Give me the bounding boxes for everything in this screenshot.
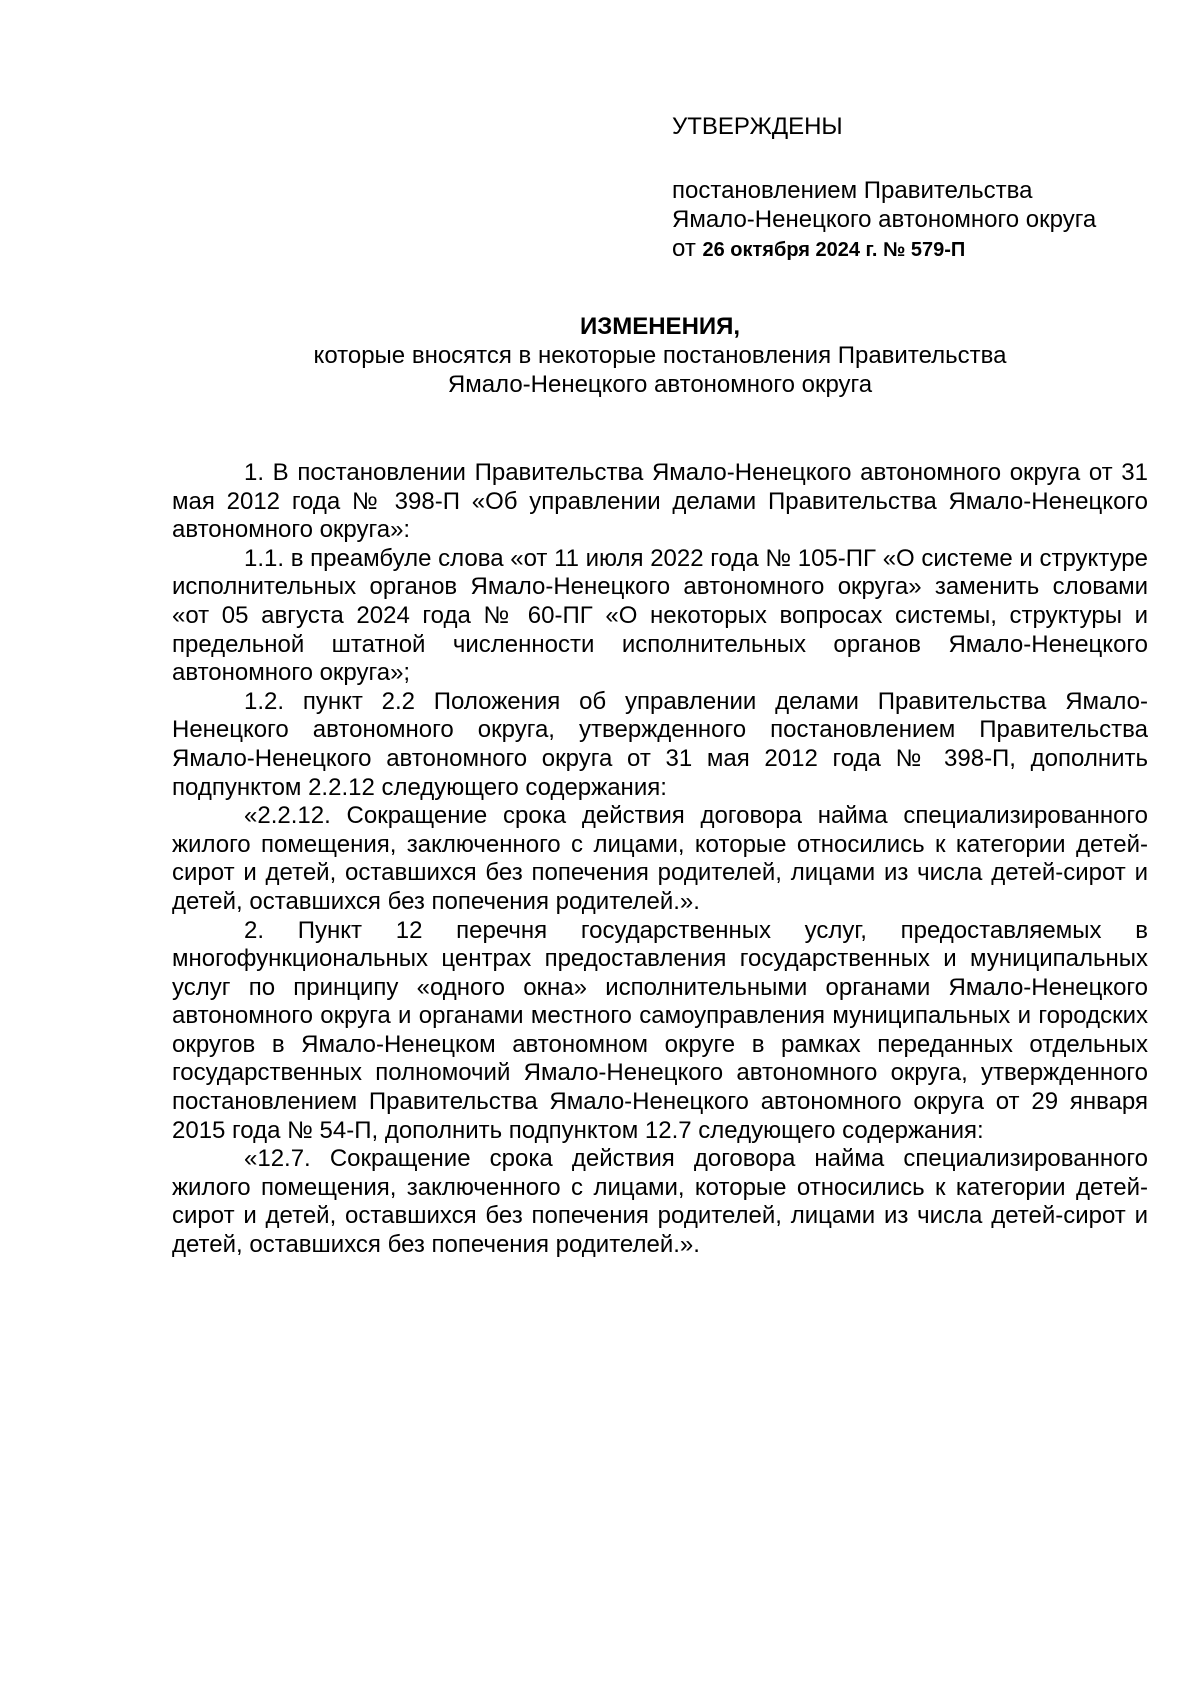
paragraph-2: 2. Пункт 12 перечня государственных услуг, предоставляемых в многофункциональных центрах предоставления государственных и муниципальных услуг по принципу «одного окна» исполнительными органами Ямало-Ненецкого автономного округа и органами местного самоуправления муниципальных и городских округов в Ямало-Ненецком автономном округе в рамках переданных отдельных государственных полномочий Ямало-Ненецкого автономного округа, утвержденного постановлением Правительства Ямало-Ненецкого автономного округа от 29 января 2015 года № 54-П, дополнить подпунктом 12.7 следующего содержания: [172, 916, 1148, 1144]
approval-date-line [672, 234, 1152, 265]
document-title-block [172, 312, 1148, 399]
paragraph-12-7-quote: «12.7. Сокращение срока действия договора найма специализированного жилого помещения, заключенного с лицами, которые относились к категории детей-сирот и детей, оставшихся без попечения родителей, лицами из числа детей-сирот и детей, оставшихся без попечения родителей.». [172, 1145, 1148, 1259]
paragraph-1: 1. В постановлении Правительства Ямало-Ненецкого автономного округа от 31 мая 2012 года № 398-П «Об управлении делами Правительства Ямало-Ненецкого автономного округа»: [172, 459, 1148, 544]
document-body [172, 459, 1148, 1260]
document-title: ИЗМЕНЕНИЯ, [579, 313, 741, 340]
paragraph-2-2-12-quote: «2.2.12. Сокращение срока действия договора найма специализированного жилого помещения, заключенного с лицами, которые относились к категории детей-сирот и детей, оставшихся без попечения родителей, лицами из числа детей-сирот и детей, оставшихся без попечения родителей.». [172, 802, 1148, 915]
approval-line-2: Ямало-Ненецкого автономного округа [672, 206, 1097, 233]
approval-date-value: 26 октября 2024 г. № 579-П [702, 239, 966, 261]
approval-block [672, 112, 1152, 265]
approval-date-prefix: от [672, 235, 703, 262]
approval-heading: УТВЕРЖДЕНЫ [672, 113, 843, 140]
paragraph-1-2: 1.2. пункт 2.2 Положения об управлении делами Правительства Ямало-Ненецкого автономного округа, утвержденного постановлением Правительства Ямало-Ненецкого автономного округа от 31 мая 2012 года № 398-П, дополнить подпунктом 2.2.12 следующего содержания: [172, 687, 1148, 801]
approval-line-1: постановлением Правительства [672, 177, 1033, 204]
document-subtitle-line-2: Ямало-Ненецкого автономного округа [447, 371, 873, 398]
document-subtitle-line-1: которые вносятся в некоторые постановления Правительства [313, 342, 1007, 369]
paragraph-1-1: 1.1. в преамбуле слова «от 11 июля 2022 года № 105-ПГ «О системе и структуре исполнительных органов Ямало-Ненецкого автономного округа» заменить словами «от 05 августа 2024 года № 60-ПГ «О некоторых вопросах системы, структуры и предельной штатной численности исполнительных органов Ямало-Ненецкого автономного округа»; [172, 544, 1148, 687]
